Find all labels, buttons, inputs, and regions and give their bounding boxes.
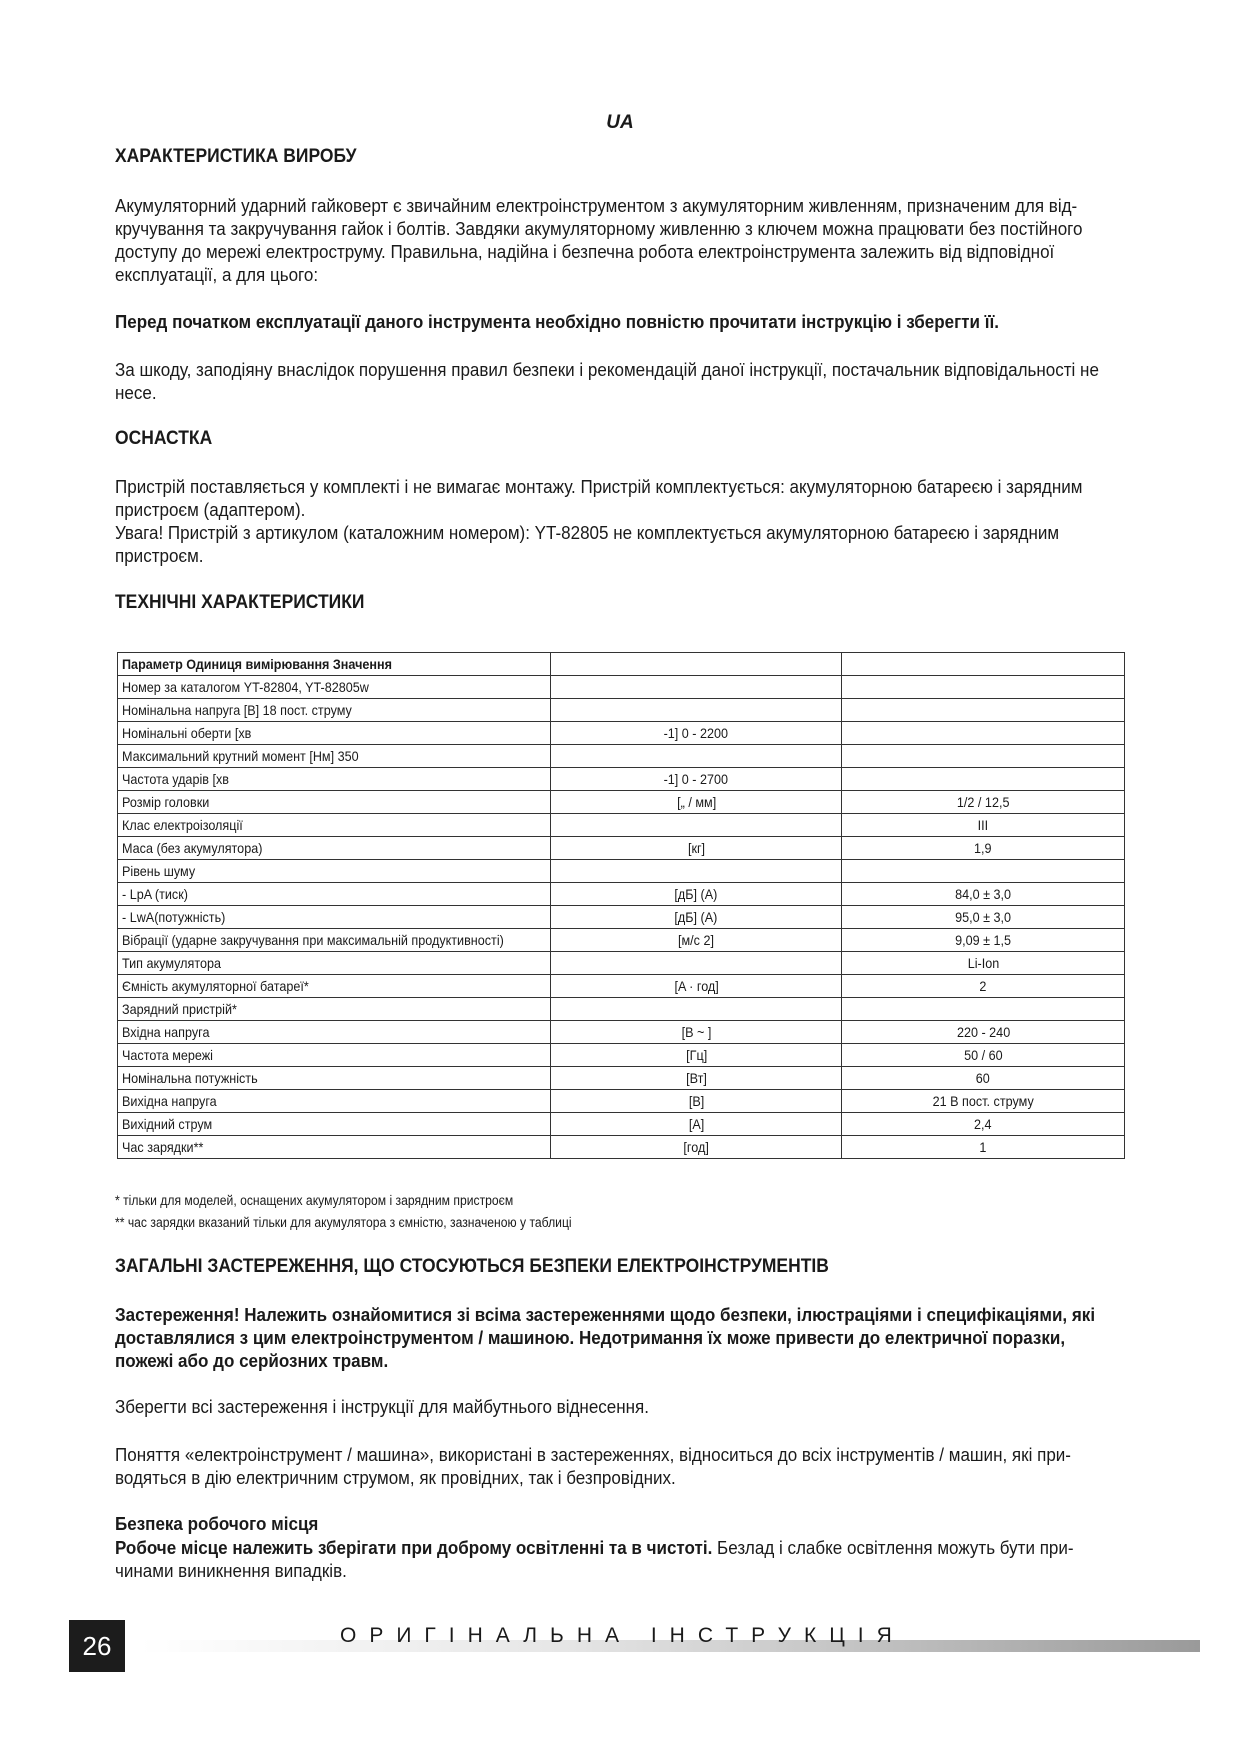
spec-parameter-cell: Номінальні оберти [хв xyxy=(118,722,551,745)
spec-parameter-cell: Частота ударів [хв xyxy=(118,768,551,791)
spec-unit-cell: [A · год] xyxy=(551,975,842,998)
spec-value-cell: 84,0 ± 3,0 xyxy=(842,883,1125,906)
spec-unit-cell: [Вт] xyxy=(551,1067,842,1090)
spec-value-cell xyxy=(842,768,1125,791)
safety-term-definition: Поняття «електроінструмент / машина», використані в застереженнях, відноситься до всіх інструментів / машин, які приводяться в дію електричним струмом, як провідних, так і безпровідних. xyxy=(115,1444,1071,1488)
spec-value-cell: 50 / 60 xyxy=(842,1044,1125,1067)
spec-value-cell xyxy=(842,699,1125,722)
spec-unit-cell: [В] xyxy=(551,1090,842,1113)
spec-parameter-cell: Маса (без акумулятора) xyxy=(118,837,551,860)
spec-header-cell: Параметр Одиниця вимірювання Значення xyxy=(118,653,551,676)
spec-value-cell: 220 - 240 xyxy=(842,1021,1125,1044)
spec-value-cell: III xyxy=(842,814,1125,837)
product-paragraph-2: Перед початком експлуатації даного інструмента необхідно повністю прочитати інструкцію і зберегти її. xyxy=(115,311,1000,332)
spec-table-row xyxy=(118,1113,1125,1136)
spec-parameter-cell: Розмір головки xyxy=(118,791,551,814)
spec-unit-cell xyxy=(551,814,842,837)
spec-value-cell: 1,9 xyxy=(842,837,1125,860)
spec-table-row xyxy=(118,1136,1125,1159)
spec-unit-cell: [кг] xyxy=(551,837,842,860)
spec-table-row xyxy=(118,1090,1125,1113)
page-number: 26 xyxy=(69,1620,125,1672)
spec-table-row xyxy=(118,699,1125,722)
spec-unit-cell: [В ~ ] xyxy=(551,1021,842,1044)
spec-parameter-cell: Номінальна напруга [В] 18 пост. струму xyxy=(118,699,551,722)
section-title-product: ХАРАКТЕРИСТИКА ВИРОБУ xyxy=(115,146,357,167)
spec-value-cell xyxy=(842,745,1125,768)
spec-unit-cell xyxy=(551,676,842,699)
spec-parameter-cell: Ємність акумуляторної батареї* xyxy=(118,975,551,998)
spec-value-cell: 2,4 xyxy=(842,1113,1125,1136)
spec-unit-cell: -1] 0 - 2200 xyxy=(551,722,842,745)
section-title-tech: ТЕХНІЧНІ ХАРАКТЕРИСТИКИ xyxy=(115,592,365,613)
product-paragraph-1: Акумуляторний ударний гайковерт є звичайним електроінструментом з акумуляторним живленням, призначеним для відкручування та закручування гайок і болтів. Завдяки акумуляторному живленню з ключем можна працювати без постійного доступу до мережі електроструму. Правильна, надійна і безпечна робота електроінструмента залежить від відповідної експлуатації, а для цього: xyxy=(115,195,1083,285)
spec-table xyxy=(117,652,1125,1159)
spec-value-cell: Li-Ion xyxy=(842,952,1125,975)
workplace-bold-text: Робоче місце належить зберігати при доброму освітленні та в чистоті. xyxy=(115,1537,713,1558)
section-title-equipment: ОСНАСТКА xyxy=(115,428,213,449)
spec-unit-cell xyxy=(551,952,842,975)
spec-table-row xyxy=(118,929,1125,952)
spec-table-row xyxy=(118,860,1125,883)
spec-value-cell xyxy=(842,676,1125,699)
spec-unit-cell xyxy=(551,998,842,1021)
spec-table-header-row xyxy=(118,653,1125,676)
spec-parameter-cell: Час зарядки** xyxy=(118,1136,551,1159)
spec-table-row xyxy=(118,998,1125,1021)
spec-table-row xyxy=(118,883,1125,906)
spec-table-row xyxy=(118,906,1125,929)
spec-parameter-cell: Вібрації (ударне закручування при максимальній продуктивності) xyxy=(118,929,551,952)
workplace-safety-title: Безпека робочого місця xyxy=(115,1513,319,1534)
spec-value-cell: 60 xyxy=(842,1067,1125,1090)
spec-value-cell xyxy=(842,722,1125,745)
safety-warning: Застереження! Належить ознайомитися зі всіма застереженнями щодо безпеки, ілюстраціями і специфікаціями, які доставлялися з цим електроінструментом / машиною. Недотримання їх може привести до електричної поразки, пожежі або до серйозних травм. xyxy=(115,1304,1096,1371)
spec-parameter-cell: Вихідна напруга xyxy=(118,1090,551,1113)
spec-parameter-cell: Тип акумулятора xyxy=(118,952,551,975)
equipment-paragraph-1: Пристрій поставляється у комплекті і не вимагає монтажу. Пристрій комплектується: акумуляторною батареєю і зарядним пристроєм (адаптером). xyxy=(115,476,1083,520)
spec-parameter-cell: - LwA(потужність) xyxy=(118,906,551,929)
language-label: UA xyxy=(606,112,634,133)
footnote-2: ** час зарядки вказаний тільки для акумулятора з ємністю, зазначеною у таблиці xyxy=(115,1215,572,1230)
spec-parameter-cell: Вихідний струм xyxy=(118,1113,551,1136)
spec-unit-cell: [„ / мм] xyxy=(551,791,842,814)
spec-parameter-cell: Частота мережі xyxy=(118,1044,551,1067)
spec-table-row xyxy=(118,1067,1125,1090)
spec-parameter-cell: Номінальна потужність xyxy=(118,1067,551,1090)
spec-unit-cell: [год] xyxy=(551,1136,842,1159)
workplace-plain-text: Безлад і слабке освітлення можуть бути причинами виникнення випадків. xyxy=(115,1537,1074,1581)
spec-parameter-cell: Клас електроізоляції xyxy=(118,814,551,837)
section-title-safety: ЗАГАЛЬНІ ЗАСТЕРЕЖЕННЯ, ЩО СТОСУЮТЬСЯ БЕЗПЕКИ ЕЛЕКТРОІНСТРУМЕНТІВ xyxy=(115,1256,829,1277)
spec-table-row xyxy=(118,745,1125,768)
safety-keep-instructions: Зберегти всі застереження і інструкції для майбутнього віднесення. xyxy=(115,1396,650,1417)
spec-parameter-cell: Вхідна напруга xyxy=(118,1021,551,1044)
spec-table-row xyxy=(118,814,1125,837)
footnote-1: * тільки для моделей, оснащених акумулятором і зарядним пристроєм xyxy=(115,1193,514,1208)
spec-value-cell: 1 xyxy=(842,1136,1125,1159)
equipment-paragraph-2: Увага! Пристрій з артикулом (каталожним номером): YT-82805 не комплектується акумуляторною батареєю і зарядним пристроєм. xyxy=(115,522,1060,566)
spec-table-row xyxy=(118,952,1125,975)
spec-table-row xyxy=(118,837,1125,860)
spec-value-cell: 9,09 ± 1,5 xyxy=(842,929,1125,952)
spec-parameter-cell: Максимальний крутний момент [Нм] 350 xyxy=(118,745,551,768)
spec-value-cell: 95,0 ± 3,0 xyxy=(842,906,1125,929)
spec-value-cell xyxy=(842,998,1125,1021)
spec-parameter-cell: Номер за каталогом YT-82804, YT-82805w xyxy=(118,676,551,699)
spec-table-row xyxy=(118,768,1125,791)
spec-parameter-cell: Зарядний пристрій* xyxy=(118,998,551,1021)
spec-table-row xyxy=(118,676,1125,699)
footer-original-instruction: ОРИГІНАЛЬНА ІНСТРУКЦІЯ xyxy=(340,1624,905,1647)
spec-parameter-cell: - LpA (тиск) xyxy=(118,883,551,906)
spec-table-row xyxy=(118,1021,1125,1044)
spec-table-row xyxy=(118,791,1125,814)
product-paragraph-3: За шкоду, заподіяну внаслідок порушення правил безпеки і рекомендацій даної інструкції, постачальник відповідальності не несе. xyxy=(115,359,1099,403)
spec-parameter-cell: Рівень шуму xyxy=(118,860,551,883)
workplace-safety-paragraph xyxy=(115,1536,1118,1582)
spec-value-cell: 2 xyxy=(842,975,1125,998)
spec-unit-cell xyxy=(551,699,842,722)
spec-value-cell: 21 В пост. струму xyxy=(842,1090,1125,1113)
spec-unit-cell: [А] xyxy=(551,1113,842,1136)
spec-value-cell xyxy=(842,860,1125,883)
spec-unit-cell: [Гц] xyxy=(551,1044,842,1067)
spec-unit-cell: [дБ] (А) xyxy=(551,883,842,906)
spec-table-row xyxy=(118,1044,1125,1067)
spec-unit-cell xyxy=(551,745,842,768)
spec-unit-cell xyxy=(551,860,842,883)
spec-unit-cell: [м/с 2] xyxy=(551,929,842,952)
spec-unit-cell: -1] 0 - 2700 xyxy=(551,768,842,791)
spec-table-row xyxy=(118,722,1125,745)
spec-table-row xyxy=(118,975,1125,998)
spec-value-cell: 1/2 / 12,5 xyxy=(842,791,1125,814)
spec-unit-cell: [дБ] (А) xyxy=(551,906,842,929)
